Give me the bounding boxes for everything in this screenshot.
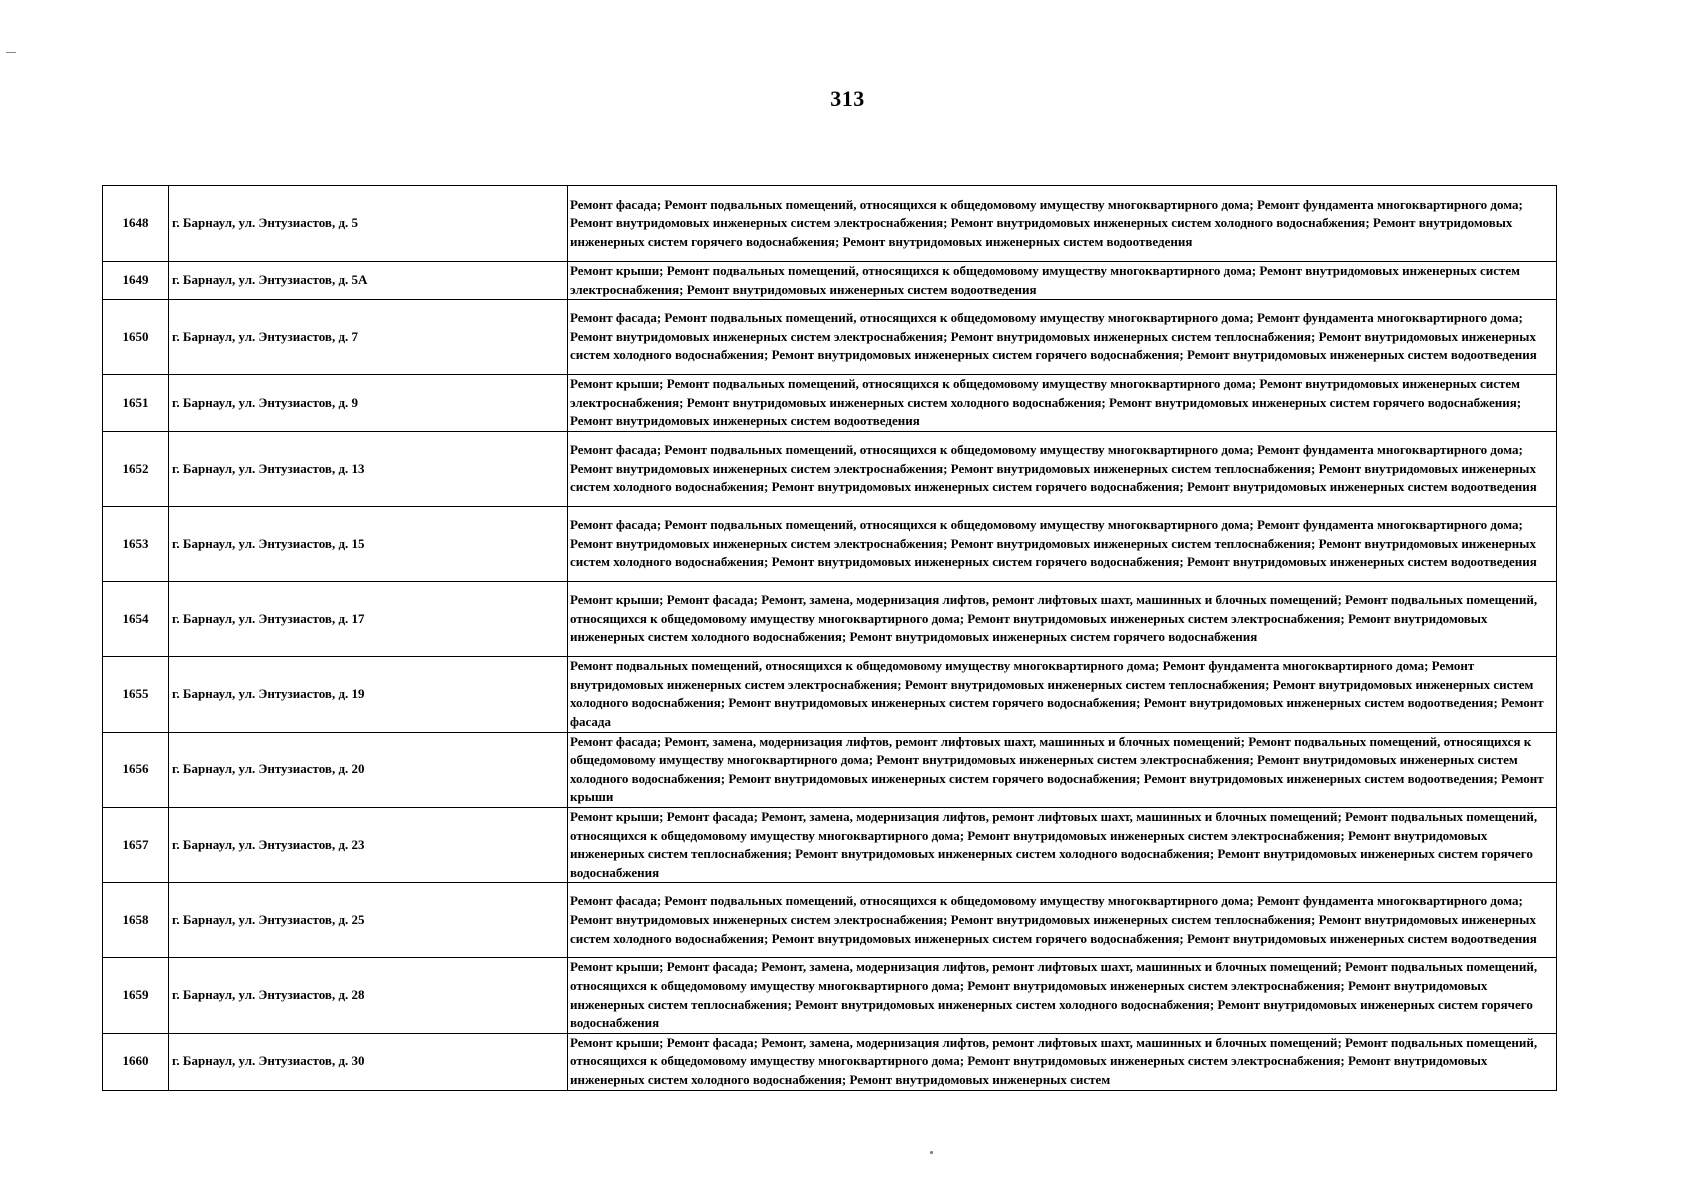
table-row — [103, 1033, 1557, 1090]
row-works: Ремонт подвальных помещений, относящихся к общедомовому имуществу многоквартирного дома; Ремонт фундамента многоквартирного дома; Ремонт внутридомовых инженерных систем электроснабжения; Ремонт внутридомовых инженерных систем теплоснабжения; Ремонт внутридомовых инженерных систем холодного водоснабжения; Ремонт внутридомовых инженерных систем горячего водоснабжения; Ремонт внутридомовых инженерных систем водоотведения; Ремонт фасада — [568, 657, 1557, 732]
table-row — [103, 300, 1557, 375]
table-row — [103, 807, 1557, 882]
row-address: г. Барнаул, ул. Энтузиастов, д. 15 — [169, 507, 568, 582]
row-number: 1653 — [103, 507, 169, 582]
row-works: Ремонт фасада; Ремонт подвальных помещений, относящихся к общедомовому имуществу многоквартирного дома; Ремонт фундамента многоквартирного дома; Ремонт внутридомовых инженерных систем электроснабжения; Ремонт внутридомовых инженерных систем холодного водоснабжения; Ремонт внутридомовых инженерных систем горячего водоснабжения; Ремонт внутридомовых инженерных систем водоотведения — [568, 186, 1557, 262]
registry-table — [102, 185, 1557, 1091]
scan-artifact-dot — [930, 1151, 933, 1154]
table-row — [103, 958, 1557, 1033]
page-number: 313 — [830, 86, 865, 111]
table-row — [103, 657, 1557, 732]
row-address: г. Барнаул, ул. Энтузиастов, д. 7 — [169, 300, 568, 375]
table-row — [103, 186, 1557, 262]
table-row — [103, 582, 1557, 657]
row-address: г. Барнаул, ул. Энтузиастов, д. 19 — [169, 657, 568, 732]
row-address: г. Барнаул, ул. Энтузиастов, д. 20 — [169, 732, 568, 807]
row-number: 1648 — [103, 186, 169, 262]
row-works: Ремонт крыши; Ремонт подвальных помещений, относящихся к общедомовому имуществу многоквартирного дома; Ремонт внутридомовых инженерных систем электроснабжения; Ремонт внутридомовых инженерных систем водоотведения — [568, 262, 1557, 300]
row-works: Ремонт крыши; Ремонт подвальных помещений, относящихся к общедомовому имуществу многоквартирного дома; Ремонт внутридомовых инженерных систем электроснабжения; Ремонт внутридомовых инженерных систем холодного водоснабжения; Ремонт внутридомовых инженерных систем горячего водоснабжения; Ремонт внутридомовых инженерных систем водоотведения — [568, 375, 1557, 432]
row-number: 1657 — [103, 807, 169, 882]
row-address: г. Барнаул, ул. Энтузиастов, д. 9 — [169, 375, 568, 432]
table-row — [103, 432, 1557, 507]
row-address: г. Барнаул, ул. Энтузиастов, д. 5А — [169, 262, 568, 300]
row-number: 1652 — [103, 432, 169, 507]
table-row — [103, 262, 1557, 300]
row-number: 1650 — [103, 300, 169, 375]
row-number: 1660 — [103, 1033, 169, 1090]
row-address: г. Барнаул, ул. Энтузиастов, д. 28 — [169, 958, 568, 1033]
row-number: 1658 — [103, 883, 169, 958]
table-row — [103, 375, 1557, 432]
row-number: 1651 — [103, 375, 169, 432]
row-number: 1656 — [103, 732, 169, 807]
scan-artifact-mark — [6, 52, 16, 53]
row-number: 1655 — [103, 657, 169, 732]
row-address: г. Барнаул, ул. Энтузиастов, д. 5 — [169, 186, 568, 262]
row-address: г. Барнаул, ул. Энтузиастов, д. 13 — [169, 432, 568, 507]
table-row — [103, 507, 1557, 582]
row-works: Ремонт фасада; Ремонт подвальных помещений, относящихся к общедомовому имуществу многоквартирного дома; Ремонт фундамента многоквартирного дома; Ремонт внутридомовых инженерных систем электроснабжения; Ремонт внутридомовых инженерных систем теплоснабжения; Ремонт внутридомовых инженерных систем холодного водоснабжения; Ремонт внутридомовых инженерных систем горячего водоснабжения; Ремонт внутридомовых инженерных систем водоотведения — [568, 507, 1557, 582]
row-works: Ремонт фасада; Ремонт подвальных помещений, относящихся к общедомовому имуществу многоквартирного дома; Ремонт фундамента многоквартирного дома; Ремонт внутридомовых инженерных систем электроснабжения; Ремонт внутридомовых инженерных систем теплоснабжения; Ремонт внутридомовых инженерных систем холодного водоснабжения; Ремонт внутридомовых инженерных систем горячего водоснабжения; Ремонт внутридомовых инженерных систем водоотведения — [568, 432, 1557, 507]
row-address: г. Барнаул, ул. Энтузиастов, д. 30 — [169, 1033, 568, 1090]
table-row — [103, 883, 1557, 958]
row-works: Ремонт фасада; Ремонт подвальных помещений, относящихся к общедомовому имуществу многоквартирного дома; Ремонт фундамента многоквартирного дома; Ремонт внутридомовых инженерных систем электроснабжения; Ремонт внутридомовых инженерных систем теплоснабжения; Ремонт внутридомовых инженерных систем холодного водоснабжения; Ремонт внутридомовых инженерных систем горячего водоснабжения; Ремонт внутридомовых инженерных систем водоотведения — [568, 300, 1557, 375]
row-number: 1654 — [103, 582, 169, 657]
row-works: Ремонт крыши; Ремонт фасада; Ремонт, замена, модернизация лифтов, ремонт лифтовых шахт, машинных и блочных помещений; Ремонт подвальных помещений, относящихся к общедомовому имуществу многоквартирного дома; Ремонт внутридомовых инженерных систем электроснабжения; Ремонт внутридомовых инженерных систем холодного водоснабжения; Ремонт внутридомовых инженерных систем — [568, 1033, 1557, 1090]
row-works: Ремонт фасада; Ремонт подвальных помещений, относящихся к общедомовому имуществу многоквартирного дома; Ремонт фундамента многоквартирного дома; Ремонт внутридомовых инженерных систем электроснабжения; Ремонт внутридомовых инженерных систем теплоснабжения; Ремонт внутридомовых инженерных систем холодного водоснабжения; Ремонт внутридомовых инженерных систем горячего водоснабжения; Ремонт внутридомовых инженерных систем водоотведения — [568, 883, 1557, 958]
row-address: г. Барнаул, ул. Энтузиастов, д. 25 — [169, 883, 568, 958]
row-works: Ремонт фасада; Ремонт, замена, модернизация лифтов, ремонт лифтовых шахт, машинных и блочных помещений; Ремонт подвальных помещений, относящихся к общедомовому имуществу многоквартирного дома; Ремонт внутридомовых инженерных систем электроснабжения; Ремонт внутридомовых инженерных систем холодного водоснабжения; Ремонт внутридомовых инженерных систем горячего водоснабжения; Ремонт внутридомовых инженерных систем водоотведения; Ремонт крыши — [568, 732, 1557, 807]
table-row — [103, 732, 1557, 807]
row-address: г. Барнаул, ул. Энтузиастов, д. 17 — [169, 582, 568, 657]
row-works: Ремонт крыши; Ремонт фасада; Ремонт, замена, модернизация лифтов, ремонт лифтовых шахт, машинных и блочных помещений; Ремонт подвальных помещений, относящихся к общедомовому имуществу многоквартирного дома; Ремонт внутридомовых инженерных систем электроснабжения; Ремонт внутридомовых инженерных систем теплоснабжения; Ремонт внутридомовых инженерных систем холодного водоснабжения; Ремонт внутридомовых инженерных систем горячего водоснабжения — [568, 807, 1557, 882]
row-number: 1659 — [103, 958, 169, 1033]
row-address: г. Барнаул, ул. Энтузиастов, д. 23 — [169, 807, 568, 882]
row-number: 1649 — [103, 262, 169, 300]
row-works: Ремонт крыши; Ремонт фасада; Ремонт, замена, модернизация лифтов, ремонт лифтовых шахт, машинных и блочных помещений; Ремонт подвальных помещений, относящихся к общедомовому имуществу многоквартирного дома; Ремонт внутридомовых инженерных систем электроснабжения; Ремонт внутридомовых инженерных систем холодного водоснабжения; Ремонт внутридомовых инженерных систем горячего водоснабжения — [568, 582, 1557, 657]
row-works: Ремонт крыши; Ремонт фасада; Ремонт, замена, модернизация лифтов, ремонт лифтовых шахт, машинных и блочных помещений; Ремонт подвальных помещений, относящихся к общедомовому имуществу многоквартирного дома; Ремонт внутридомовых инженерных систем электроснабжения; Ремонт внутридомовых инженерных систем теплоснабжения; Ремонт внутридомовых инженерных систем холодного водоснабжения; Ремонт внутридомовых инженерных систем горячего водоснабжения — [568, 958, 1557, 1033]
registry-table-body — [103, 186, 1557, 1091]
